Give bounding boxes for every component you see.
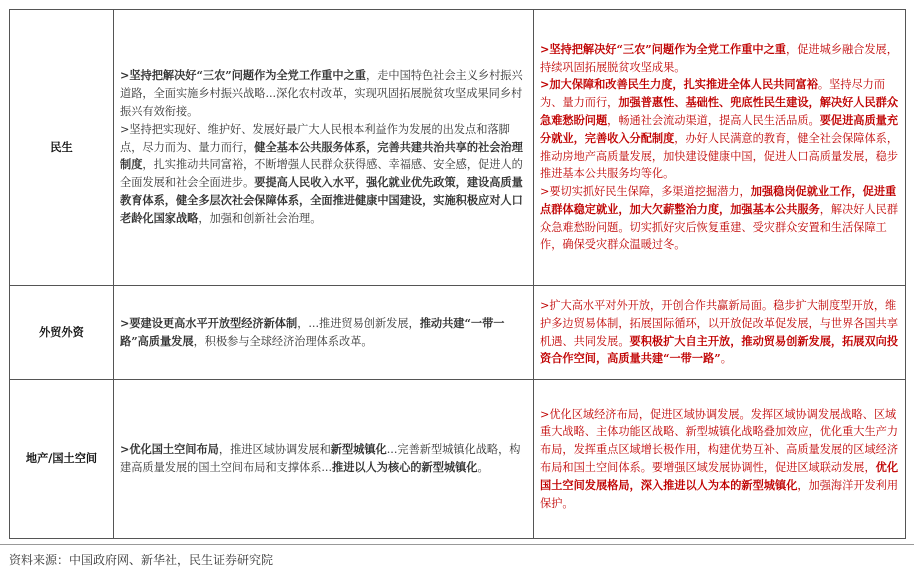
body-text: ，推进区域协调发展和 — [218, 443, 331, 457]
paragraph — [540, 76, 899, 183]
paragraph — [120, 315, 527, 351]
paragraph — [540, 406, 899, 513]
emphasis-text: 加强稳岗促就业工作，促进重点群体稳定就业，加大欠薪整治力度，加强基本公共服务 — [540, 184, 897, 216]
new-plan-cell — [534, 10, 906, 286]
table-row — [10, 286, 906, 380]
previous-plan-cell — [114, 380, 534, 539]
emphasis-text: 优化国土空间发展格局，深入推进以人为本的新型城镇化 — [540, 460, 899, 492]
footer-divider — [0, 544, 914, 545]
emphasis-text: 加强普惠性、基础性、兜底性民生建设，解决好人民群众急难愁盼问题 — [540, 95, 899, 127]
body-text: ，走中国特色社会主义乡村振兴道路，全面实施乡村振兴战略...深化农村改革，实现巩固拓展脱贫攻坚成果同乡村振兴有效衔接。 — [120, 69, 523, 118]
body-text: ，加强海洋开发利用保护。 — [540, 478, 899, 510]
body-text: ，畅通社会流动渠道，提高人民生活品质。 — [607, 113, 820, 127]
emphasis-text: >加大保障和改善民生力度，扎实推进全体人民共同富裕 — [540, 77, 818, 92]
body-text: ，解决好人民群众急难愁盼问题。切实抓好灾后恢复重建、受灾群众安置和生活保障工作，确保受灾群众温暖过冬。 — [540, 202, 899, 252]
body-text: >扩大高水平对外开放，开创合作共赢新局面。稳步扩大制度型开放，维护多边贸易体制，拓展国际循环，以开放促改革促发展，与世界各国共享机遇、共同发展。 — [540, 298, 899, 348]
paragraph — [120, 67, 527, 120]
body-text: ，办好人民满意的教育，健全社会保障体系，推动房地产高质量发展，加快建设健康中国，促进人口高质量发展，稳步推进基本公共服务均等化。 — [540, 131, 899, 181]
body-text: >坚持把实现好、维护好、发展好最广大人民根本利益作为发展的出发点和落脚点，尽力而为、量力而行， — [120, 122, 510, 154]
emphasis-text: 要提高人民收入水平，强化就业优先政策，建设高质量教育体系，健全多层次社会保障体系，全面推进健康中国建设，实施积极应对人口老龄化国家战略 — [120, 175, 523, 225]
category-cell: 地产/国土空间 — [10, 380, 114, 539]
body-text: ，积极参与全球经济治理体系改革。 — [193, 334, 373, 348]
paragraph — [540, 297, 899, 368]
emphasis-text: >坚持把解决好“三农”问题作为全党工作重中之重 — [540, 41, 786, 56]
body-text: ，加强和创新社会治理。 — [198, 211, 322, 225]
body-text: ，...推进贸易创新发展， — [297, 316, 420, 330]
emphasis-text: 推进以人为核心的新型城镇化 — [332, 460, 478, 474]
body-text: >优化区域经济布局，促进区域协调发展。发挥区域协调发展战略、区域重大战略、主体功能区战略、新型城镇化战略叠加效应，优化重大生产力布局，发挥重点区域增长极作用，构建优势互补、高质量发展的区域经济布局和国土空间体系。要增强区域发展协调性，促进区域联动发展， — [540, 407, 899, 474]
new-plan-cell — [534, 286, 906, 380]
emphasis-text: 推动共建“一带一路”高质量发展 — [120, 315, 505, 348]
body-text: ，扎实推动共同富裕，不断增强人民群众获得感、幸福感、安全感，促进人的全面发展和社会全面进步。 — [120, 158, 523, 190]
new-plan-cell — [534, 380, 906, 539]
body-text: 。坚持尽力而为、量力而行， — [540, 78, 886, 110]
emphasis-text: >优化国土空间布局 — [120, 442, 219, 457]
emphasis-text: 要促进高质量充分就业，完善收入分配制度 — [540, 112, 899, 145]
body-text: ...完善新型城镇化战略，构建高质量发展的国土空间布局和支撑体系... — [120, 443, 521, 474]
body-text: 。 — [720, 352, 732, 366]
previous-plan-cell — [114, 10, 534, 286]
body-text: >要切实抓好民生保障，多渠道挖掘潜力， — [540, 185, 751, 199]
table-row — [10, 10, 906, 286]
emphasis-text: >坚持把解决好“三农”问题作为全党工作重中之重 — [120, 68, 366, 83]
body-text: 。 — [477, 461, 489, 474]
emphasis-text: >要建设更高水平开放型经济新体制 — [120, 315, 298, 330]
table-row — [10, 380, 906, 539]
paragraph — [120, 441, 527, 477]
emphasis-text: 健全基本公共服务体系，完善共建共治共享的社会治理制度 — [120, 139, 523, 172]
emphasis-text: 新型城镇化 — [330, 442, 387, 457]
paragraph — [540, 183, 899, 254]
policy-comparison-table — [9, 9, 906, 539]
paragraph — [120, 121, 527, 228]
category-cell: 民生 — [10, 10, 114, 286]
category-cell: 外贸外资 — [10, 286, 114, 380]
source-note: 资料来源：中国政府网、新华社，民生证券研究院 — [9, 553, 274, 567]
emphasis-text: 要积极扩大自主开放，推动贸易创新发展，拓展双向投资合作空间，高质量共建“一带一路” — [540, 333, 899, 366]
previous-plan-cell — [114, 286, 534, 380]
body-text: ，促进城乡融合发展，持续巩固拓展脱贫攻坚成果。 — [540, 42, 898, 74]
paragraph — [540, 41, 899, 77]
